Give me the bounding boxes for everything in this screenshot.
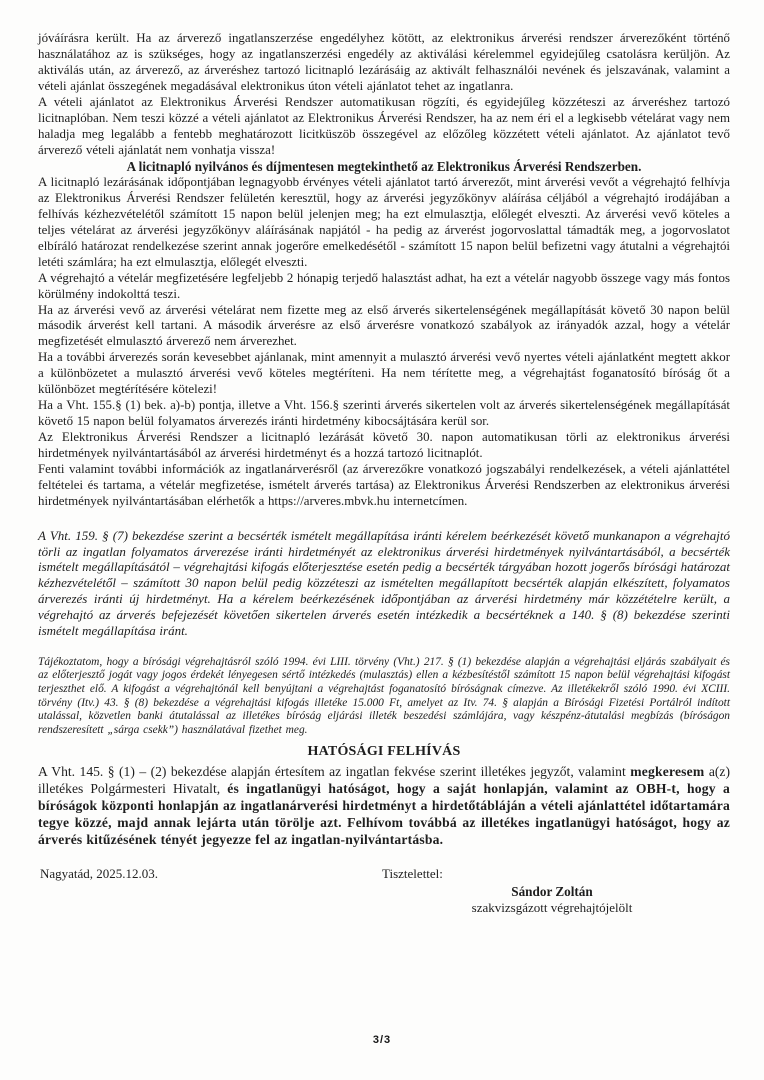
paragraph-winning-bidder-obligations: A licitnapló lezárásának időpontjában legnagyobb érvényes vételi ajánlatot tartó árverezőt, mint árverési vevőt a végrehajtó felhívja az Elektronikus Árverési Rendszer felületén keresztül, hogy az árverési jegyzőkönyv aláírása céljából a végrehajtó irodájában a felhívás kézhezvételétől számított 15 napon belül jelenjen meg; ha ezt elmulasztja, előlegét elveszti. Az árverési vevő köteles a teljes vételárat az árverési jegyzőkönyv aláírásának napjától - ha pedig az árverést jogorvoslattal támadták meg, a jogorvoslatot elbíráló határozat rendelkezése szerint annak jogerőre emelkedésétől - számított 15 napon belül befizetni vagy átutalni a végrehajtói letéti számlára; ha ezt elmulasztja, előlegét elveszti. <box>38 175 730 269</box>
signature-block <box>422 883 682 917</box>
place-and-date: Nagyatád, 2025.12.03. <box>40 866 159 882</box>
authority-call-segment-1: A Vht. 145. § (1) – (2) bekezdése alapján értesítem az ingatlan fekvése szerint illetékes jegyzőt, valamint <box>38 763 631 779</box>
document-content <box>38 31 730 926</box>
paragraph-bid-recording: A vételi ajánlatot az Elektronikus Árverési Rendszer automatikusan rögzíti, és egyidejűleg közzéteszi az árveréshez tartozó licitnaplóban. Nem teszi közzé a vételi ajánlatot az Elektronikus Árverési Rendszer, ha az nem éri el a legkisebb vételárat vagy nem haladja meg legalább a fentebb meghatározott licitküszöb összegével az előzőleg közzétett vételi ajánlatot. Az ajánlatot tevő árverező vételi ajánlatát nem vonhatja vissza! <box>38 94 730 157</box>
signature-area <box>38 866 730 926</box>
closing-salutation: Tisztelettel: <box>382 866 443 882</box>
paragraph-vht-159-legal-note: A Vht. 159. § (7) bekezdése szerint a becsérték ismételt megállapítása iránti kérelem beérkezését követő munkanapon a végrehajtó törli az ingatlan folyamatos árverezése iránti hirdetményét az elektronikus árverési hirdetmények nyilvántartásából, a becsérték ismételt megállapításától – végrehajtási kifogás előterjesztése esetén pedig a becsérték tárgyában hozott jogerős bírósági határozat kézhezvételétől – számított 30 napon belül pedig közzéteszi az ismételten megállapított becsérték alapján elkészített, folyamatos árverezés iránti új hirdetményt. Ha a kérelem beérkezésének időpontjában az árverési hirdetmény már közzétételre került, a végrehajtó az árverés befejezését követően sikertelen árverés esetén intézkedik a becsértéknek a 140. § (8) bekezdése szerinti ismételt megállapítása iránt. <box>38 527 730 638</box>
paragraph-second-auction: Ha az árverési vevő az árverési vételárat nem fizette meg az első árverés sikertelenségének megállapítását követő 30 napon belül második árverést kell tartani. A második árverésre az első árverésre vonatkozó szabályok az irányadók azzal, hogy a vételár megfizetését elmulasztó árverező nem árverezhet. <box>38 302 730 349</box>
paragraph-unsuccessful-auction: Ha a Vht. 155.§ (1) bek. a)-b) pontja, illetve a Vht. 156.§ szerinti árverés sikertelen volt az árverés sikertelenségének megállapítását követő 15 napon belül folyamatos árverezés iránti hirdetmény kibocsájtására kerül sor. <box>38 398 730 429</box>
authority-call-segment-3: a(z) illetékes Polgármesteri Hivatalt, <box>38 763 730 796</box>
authority-call-segment-4-bold: és ingatlanügyi hatóságot, hogy a saját honlapján, valamint az OBH-t, hogy a bíróságok központi honlapján az ingatlanárverési hirdetményt a hirdetőtábláján a vételi ajánlattétel időtartamára tegye közzé, majd annak lejárta után törölje azt. Felhívom továbbá az illetékes ingatlanügyi hatóságot, hogy az árverés kitűzésének tényét jegyezze fel az ingatlan-nyilvántartásba. <box>38 780 730 848</box>
paragraph-difference-reimbursement: Ha a további árverezés során kevesebbet ajánlanak, mint amennyit a mulasztó árverési vevő nyertes vételi ajánlatként megtett akkor a különbözetet a mulasztó árverési vevő köteles megtéríteni. Ha nem térítette meg, a végrehajtást foganatosító bíróság őt a különbözet megtérítésére kötelezi! <box>38 350 730 397</box>
section-heading-hatosagi-felhivas: HATÓSÁGI FELHÍVÁS <box>307 743 461 759</box>
paragraph-further-information: Fenti valamint további információk az ingatlanárverésről (az árverezőkre vonatkozó jogszabályi rendelkezések, a vételi ajánlattétel feltételei és tartama, a vételár megfizetése, ismételt árverés tartása) az Elektronikus Árverési Rendszerben az elektronikus árverési hirdetmények nyilvántartásában elérhetők a https://arveres.mbvk.hu internetcímen. <box>38 461 730 508</box>
signer-title: szakvizsgázott végrehajtójelölt <box>471 900 633 916</box>
paragraph-activation-continuation: jóváírásra került. Ha az árverező ingatlanszerzése engedélyhez kötött, az elektronikus árverési rendszer árverezőként történő használatához az is szükséges, hogy az ingatlanszerzési engedély az aktiválási kérelemmel egyidejűleg csatolásra kerüljön. Az aktiválás után, az árverező, az árveréshez tartozó licitnapló lezárásáig az aktivált felhasználói nevének és jelszavának, valamint a vételi ajánlat összegének megadásával elektronikus úton vételi ajánlatot tehet az ingatlanra. <box>38 31 730 93</box>
page-number: 3/3 <box>372 1034 392 1046</box>
paragraph-authority-call <box>38 763 730 849</box>
bold-notice-licitnaplo: A licitnapló nyilvános és díjmentesen megtekinthető az Elektronikus Árverési Rendszerben. <box>126 158 642 174</box>
authority-call-segment-2-bold: megkeresem <box>630 763 705 779</box>
paragraph-payment-deferral: A végrehajtó a vételár megfizetésére legfeljebb 2 hónapig terjedő halasztást adhat, ha ezt a vételár nagyobb összege vagy más fontos körülmény indokolttá teszi. <box>38 270 730 301</box>
paragraph-objection-information: Tájékoztatom, hogy a bírósági végrehajtásról szóló 1994. évi LIII. törvény (Vht.) 217. § (1) bekezdése alapján a végrehajtási eljárás szabályait és az előterjesztő jogát vagy jogos érdekét lényegesen sértő intézkedés (mulasztás) ellen a kézbesítéstől számított 15 napon belül végrehajtási kifogást terjeszthet elő. A kifogást a végrehajtónál kell benyújtani a végrehajtást foganatosító bíróságnak címezve. Az illetékekről szóló 1990. évi XCIII. törvény (Itv.) 43. § (8) bekezdése a végrehajtási kifogás illetéke 15.000 Ft, amelyet az Itv. 74. § alapján a Bírósági Fizetési Portálról indított utalással, közvetlen banki átutalással az illetékes bíróság eljárási illeték beszedési számlájára, vagy készpénz-átutalási megbízás (bíróságon rendszeresített „sárga csekk”) használatával fizethet meg. <box>38 655 730 737</box>
signer-name: Sándor Zoltán <box>511 884 593 900</box>
paragraph-automatic-deletion: Az Elektronikus Árverési Rendszer a licitnapló lezárását követő 30. napon automatikusan törli az elektronikus árverési hirdetmények nyilvántartásából az árverési hirdetményt és a hozzá tartozó licitnaplót. <box>38 430 730 460</box>
